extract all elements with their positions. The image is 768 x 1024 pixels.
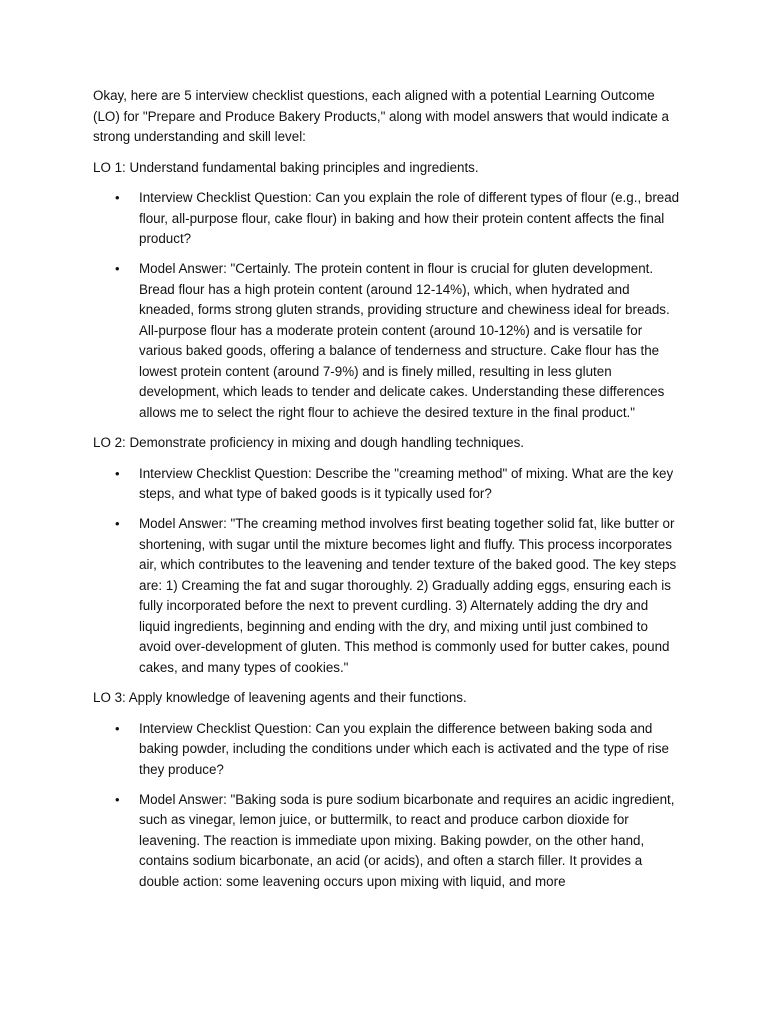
list-item-answer <box>93 259 680 423</box>
bullet-icon: • <box>115 516 120 531</box>
bullet-list <box>93 719 680 893</box>
lo-heading: LO 3: Apply knowledge of leavening agents and their functions. <box>93 690 467 705</box>
question-text: Interview Checklist Question: Describe the "creaming method" of mixing. What are the key steps, and what type of baked goods is it typically used for? <box>139 465 674 501</box>
list-item-question <box>93 719 680 781</box>
bullet-list <box>93 464 680 679</box>
bullet-icon: • <box>115 261 120 276</box>
list-item-answer <box>93 514 680 678</box>
lo-section-3 <box>93 688 680 892</box>
bullet-icon: • <box>115 190 120 205</box>
answer-text: Model Answer: "The creaming method involves first beating together solid fat, like butter or shortening, with sugar until the mixture becomes light and fluffy. This process incorporates air, which contributes to the leavening and tender texture of the baked good. The key steps are: 1) Creaming the fat and sugar thoroughly. 2) Gradually adding eggs, ensuring each is fully incorporated before the next to prevent curdling. 3) Alternately adding the dry and liquid ingredients, beginning and ending with the dry, and mixing until just combined to avoid over-development of gluten. This method is commonly used for butter cakes, pound cakes, and many types of cookies." <box>139 516 677 675</box>
bullet-icon: • <box>115 465 120 481</box>
intro-paragraph: Okay, here are 5 interview checklist questions, each aligned with a potential Learning Outcome (LO) for "Prepare and Produce Bakery Products," along with model answers that would indicate a strong understanding and skill level: <box>93 88 669 144</box>
list-item-question <box>93 188 680 250</box>
lo-heading: LO 1: Understand fundamental baking principles and ingredients. <box>93 159 479 175</box>
answer-text: Model Answer: "Certainly. The protein content in flour is crucial for gluten development. Bread flour has a high protein content (around 12-14%), which, when hydrated and kneaded, forms strong gluten strands, providing structure and chewiness ideal for breads. All-purpose flour has a moderate protein content (around 10-12%) and is versatile for various baked goods, offering a balance of tenderness and structure. Cake flour has the lowest protein content (around 7-9%) and is finely milled, resulting in less gluten development, which leads to tender and delicate cakes. Understanding these differences allows me to select the right flour to achieve the desired texture in the final product." <box>139 261 670 420</box>
question-text: Interview Checklist Question: Can you explain the role of different types of flour (e.g., bread flour, all-purpose flour, cake flour) in baking and how their protein content affects the final product? <box>139 190 680 246</box>
bullet-list <box>93 188 680 423</box>
lo-section-1 <box>93 158 680 424</box>
lo-heading: LO 2: Demonstrate proficiency in mixing and dough handling techniques. <box>93 435 524 450</box>
bullet-icon: • <box>115 720 120 736</box>
bullet-icon: • <box>115 791 120 807</box>
list-item-answer <box>93 790 680 893</box>
answer-text: Model Answer: "Baking soda is pure sodium bicarbonate and requires an acidic ingredient, such as vinegar, lemon juice, or buttermilk, to react and produce carbon dioxide for leavening. The reaction is immediate upon mixing. Baking powder, on the other hand, contains sodium bicarbonate, an acid (or acids), and often a starch filler. It provides a double action: some leavening occurs upon mixing with liquid, and more <box>139 791 675 889</box>
lo-section-2 <box>93 433 680 678</box>
list-item-question <box>93 464 680 505</box>
question-text: Interview Checklist Question: Can you explain the difference between baking soda and baking powder, including the conditions under which each is activated and the type of rise they produce? <box>139 720 670 777</box>
